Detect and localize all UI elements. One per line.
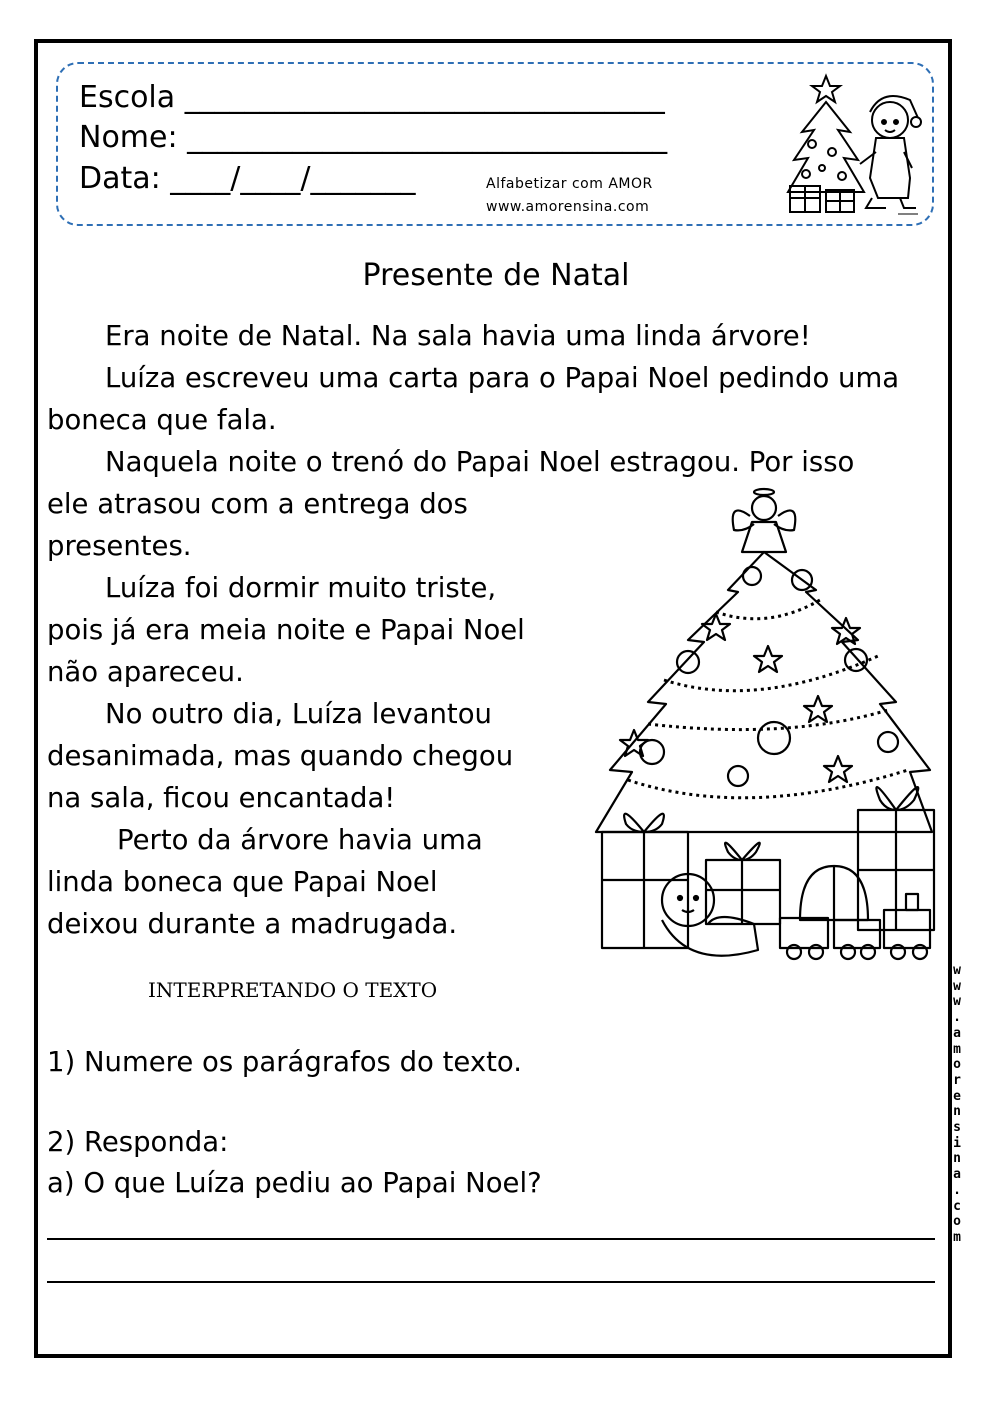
paragraph-5-line-1: No outro dia, Luíza levantou (105, 698, 492, 730)
paragraph-6-line-3: deixou durante a madrugada. (47, 908, 458, 940)
christmas-tree-illustration (588, 480, 950, 976)
paragraph-4-line-3: não apareceu. (47, 656, 244, 688)
paragraph-3-line-1: Naquela noite o trenó do Papai Noel estragou. Por isso (105, 446, 855, 478)
paragraph-1: Era noite de Natal. Na sala havia uma linda árvore! (105, 320, 811, 352)
paragraph-5-line-2: desanimada, mas quando chegou (47, 740, 514, 772)
answer-line-2[interactable] (47, 1281, 935, 1283)
name-field: Nome: ________________________________ (79, 120, 668, 155)
brand-url: www.amorensina.com (486, 199, 650, 215)
paragraph-5-line-3: na sala, ficou encantada! (47, 782, 396, 814)
brand-name: Alfabetizar com AMOR (486, 176, 653, 192)
story-title: Presente de Natal (362, 258, 630, 293)
date-field: Data: ____/____/_______ (79, 161, 416, 196)
side-url-watermark: w w w . a m o r e n s i n a . c o m (953, 963, 961, 1245)
question-1: 1) Numere os parágrafos do texto. (47, 1046, 522, 1078)
paragraph-2: Luíza escreveu uma carta para o Papai Noel pedindo uma boneca que fala. (47, 362, 900, 436)
christmas-child-illustration (782, 68, 922, 220)
paragraph-6-line-2: linda boneca que Papai Noel (47, 866, 438, 898)
header-box (56, 62, 934, 226)
answer-line-1[interactable] (47, 1238, 935, 1240)
paragraph-4-line-1: Luíza foi dormir muito triste, (105, 572, 497, 604)
paragraph-3-line-3: presentes. (47, 530, 192, 562)
question-2: 2) Responda: (47, 1126, 229, 1158)
school-field: Escola ________________________________ (79, 80, 665, 115)
section-title: INTERPRETANDO O TEXTO (148, 978, 438, 1002)
paragraph-4-line-2: pois já era meia noite e Papai Noel (47, 614, 525, 646)
paragraph-6-line-1: Perto da árvore havia uma (117, 824, 483, 856)
paragraph-3-line-2: ele atrasou com a entrega dos (47, 488, 468, 520)
question-2a: a) O que Luíza pediu ao Papai Noel? (47, 1167, 542, 1199)
